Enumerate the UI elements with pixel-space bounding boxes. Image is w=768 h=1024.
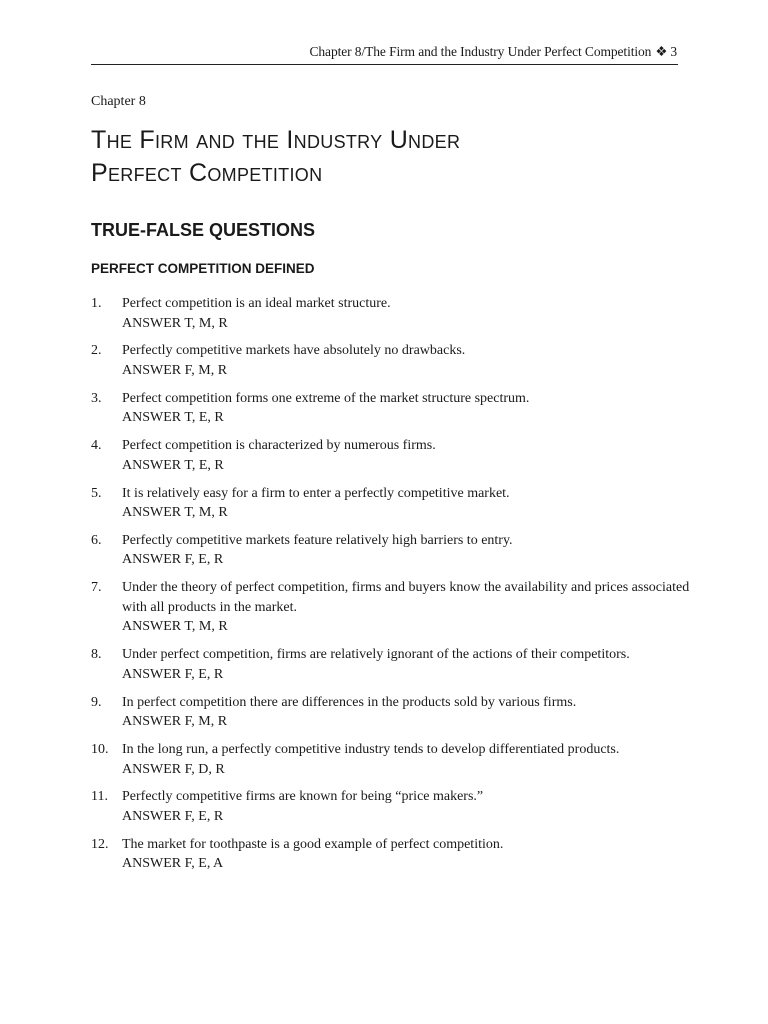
question-item	[91, 484, 691, 523]
question-text: In perfect competition there are differences in the products sold by various firms.	[122, 694, 577, 710]
running-title: Chapter 8/The Firm and the Industry Under Perfect Competition	[309, 44, 652, 59]
question-answer: ANSWER T, M, R	[122, 315, 228, 331]
question-text: Perfect competition forms one extreme of the market structure spectrum.	[122, 390, 530, 406]
question-number: 11.	[91, 789, 108, 805]
question-number: 1.	[91, 296, 102, 311]
ornament-icon: ❖	[655, 44, 668, 59]
question-answer: ANSWER F, E, R	[122, 808, 224, 824]
question-number: 8.	[91, 647, 102, 663]
question-item	[91, 645, 691, 684]
question-text: In the long run, a perfectly competitive industry tends to develop differentiated products.	[122, 741, 620, 757]
question-number: 9.	[91, 694, 102, 710]
question-item	[91, 835, 691, 874]
running-header	[91, 44, 677, 60]
question-item	[91, 693, 691, 732]
question-item	[91, 531, 691, 570]
question-answer: ANSWER T, E, R	[122, 410, 224, 426]
subsection-title: PERFECT COMPETITION DEFINED	[91, 261, 315, 276]
question-number: 6.	[91, 532, 102, 548]
question-item	[91, 740, 691, 779]
header-rule	[91, 64, 678, 65]
question-item	[91, 578, 691, 637]
chapter-title-line-1: The Firm and the Industry Under	[91, 126, 461, 154]
question-answer: ANSWER T, E, R	[122, 457, 224, 473]
question-answer: ANSWER T, M, R	[122, 619, 228, 635]
question-number: 10.	[91, 741, 109, 757]
chapter-title-line-2: Perfect Competition	[91, 159, 323, 187]
question-answer: ANSWER T, M, R	[122, 505, 228, 521]
question-text: It is relatively easy for a firm to enter a perfectly competitive market.	[122, 485, 510, 501]
question-text: Under the theory of perfect competition, firms and buyers know the availability and prices associated with all products in the market.	[122, 580, 690, 615]
page-number: 3	[670, 44, 677, 59]
section-title: TRUE-FALSE QUESTIONS	[91, 220, 316, 240]
question-number: 4.	[91, 438, 102, 454]
question-text: Perfect competition is characterized by numerous firms.	[122, 438, 436, 454]
question-item	[91, 389, 691, 428]
question-number: 12.	[91, 836, 109, 852]
chapter-title	[91, 124, 681, 190]
question-number: 7.	[91, 580, 102, 596]
question-item	[91, 341, 691, 380]
question-text: Perfectly competitive markets feature relatively high barriers to entry.	[122, 532, 513, 548]
question-item	[91, 294, 691, 333]
question-number: 3.	[91, 390, 102, 406]
question-text: Perfectly competitive firms are known for being “price makers.”	[122, 789, 484, 805]
question-answer: ANSWER F, M, R	[122, 362, 228, 378]
question-answer: ANSWER F, M, R	[122, 714, 228, 730]
question-answer: ANSWER F, E, R	[122, 552, 224, 568]
question-number: 5.	[91, 485, 102, 501]
question-list	[91, 294, 691, 882]
question-text: The market for toothpaste is a good example of perfect competition.	[122, 836, 504, 852]
question-number: 2.	[91, 343, 102, 359]
question-item	[91, 436, 691, 475]
question-answer: ANSWER F, D, R	[122, 761, 225, 777]
question-text: Perfectly competitive markets have absolutely no drawbacks.	[122, 343, 466, 359]
chapter-label: Chapter 8	[91, 94, 146, 109]
question-answer: ANSWER F, E, A	[122, 856, 224, 872]
question-answer: ANSWER F, E, R	[122, 666, 224, 682]
question-text: Under perfect competition, firms are relatively ignorant of the actions of their competitors.	[122, 647, 630, 663]
question-item	[91, 787, 691, 826]
question-text: Perfect competition is an ideal market structure.	[122, 296, 391, 311]
